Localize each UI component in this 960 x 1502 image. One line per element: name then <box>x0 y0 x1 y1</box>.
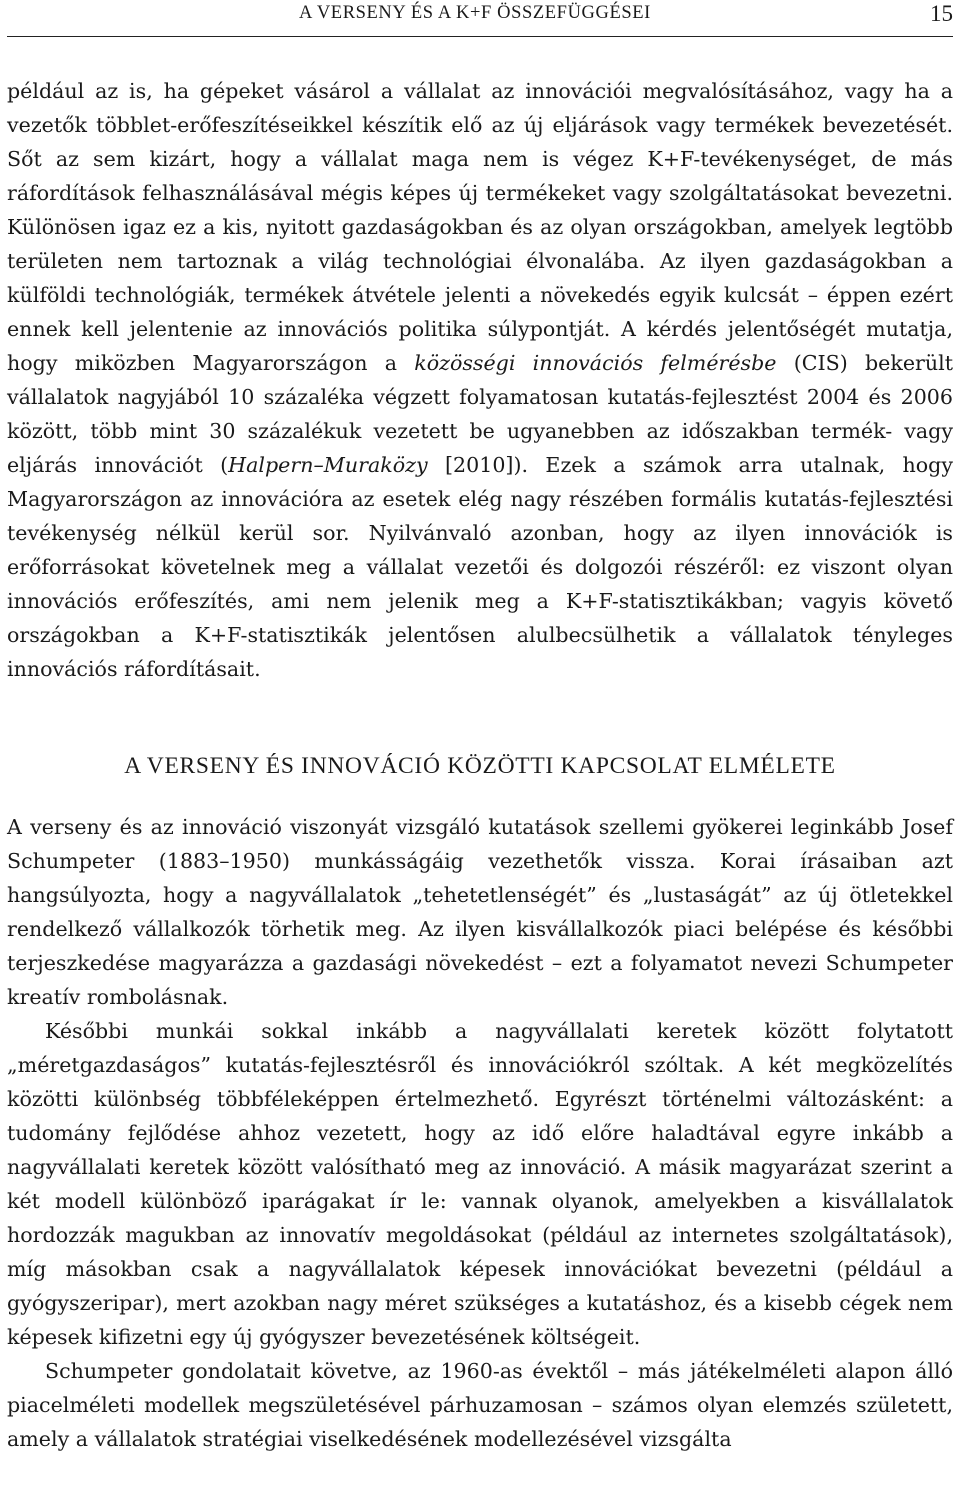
paragraph-1-italic-citation: Halpern–Muraközy <box>228 453 428 477</box>
body-paragraph-2: A verseny és az innováció viszonyát vizsgáló kutatások szellemi gyökerei leginkább Josef Schumpeter (1883–1950) munkásságáig vezethetők vissza. Korai írásaiban azt hangsúlyozta, hogy a nagyvállalatok „tehetetlenségét” és „lustaságát” az új ötletekkel rendelkező vállalkozók törhetik meg. Az ilyen kisvállalkozók piaci belépése és későbbi terjeszkedése magyarázza a gazdasági növekedést – ezt a folyamatot nevezi Schumpeter kreatív rombolásnak. <box>7 815 953 1009</box>
page-number: 15 <box>930 1 953 26</box>
paragraph-1-text-b: (CIS) bekerült vállalatok nagyjából 10 százaléka végzett folyamatosan kutatás-fejlesztést 2004 és 2006 között, több mint 30 százalékuk vezetett be ugyanebben az időszakban termék- vagy eljárás innovációt ( <box>7 351 954 477</box>
running-header <box>7 0 953 37</box>
book-page <box>7 0 953 1456</box>
paragraph-1-text-a: például az is, ha gépeket vásárol a vállalat az innovációi megvalósításához, vagy ha a vezetők többlet-erőfeszítéseikkel készítik elő az új eljárások vagy termékek bevezetését. Sőt az sem kizárt, hogy a vállalat maga nem is végez K+F-tevékenységet, de más ráfordítások felhasználásával mégis képes új termékeket vagy szolgáltatásokat bevezetni. Különösen igaz ez a kis, nyitott gazdaságokban és az olyan országokban, amelyek legtöbb területen nem tartoznak a világ technológiai élvonalába. Az ilyen gazdaságokban a külföldi technológiák, termékek átvétele jelenti a növekedés egyik kulcsát – éppen ezért ennek kell jelentenie az innovációs politika súlypontját. A kérdés jelentőségét mutatja, hogy miközben Magyarországon a <box>7 79 953 375</box>
paragraph-1-italic-cis: közösségi innovációs felmérésbe <box>414 351 777 375</box>
body-paragraph-3: Későbbi munkái sokkal inkább a nagyvállalati keretek között folytatott „méretgazdaságos” kutatás-fejlesztésről és innovációkról szóltak. A két megközelítés közötti különbség többféleképpen értelmezhető. Egyrészt történelmi változásként: a tudomány fejlődése ahhoz vezetett, hogy az idő előre haladtával egyre inkább a nagyvállalati keretek között valósítható meg az innováció. A másik magyarázat szerint a két modell különböző iparágakat ír le: vannak olyanok, amelyekben a kisvállalatok hordozzák magukban az innovatív megoldásokat (például az internetes szolgáltatások), míg másokban csak a nagyvállalatok képesek innovációkat bevezetni (például a gyógyszeripar), mert azokban nagy méret szükséges a kutatáshoz, és a kisebb cégek nem képesek kifizetni egy új gyógyszer bevezetésének költségeit. <box>7 1019 953 1349</box>
paragraph-1-text-c: [2010]). Ezek a számok arra utalnak, hogy Magyarországon az innovációra az esetek elég nagy részében formális kutatás-fejlesztési tevékenység nélkül kerül sor. Nyilvánvaló azonban, hogy az ilyen innovációk is erőforrásokat követelnek meg a vállalat vezetői és dolgozói részéről: ez viszont olyan innovációs erőfeszítés, ami nem jelenik meg a K+F-statisztikákban; vagyis követő országokban a K+F-statisztikák jelentősen alulbecsülhetik a vállalatok tényleges innovációs ráfordításait. <box>7 453 953 681</box>
section-heading: A VERSENY ÉS INNOVÁCIÓ KÖZÖTTI KAPCSOLAT ELMÉLETE <box>124 753 836 779</box>
body-paragraph-4: Schumpeter gondolatait követve, az 1960-as évektől – más játékelméleti alapon álló piacelméleti modellek megszületésével párhuzamosan – számos olyan elemzés született, amely a vállalatok stratégiai viselkedésének modellezésével vizsgálta <box>7 1359 953 1451</box>
body-paragraph-1 <box>7 74 953 686</box>
running-title: A VERSENY ÉS A K+F ÖSSZEFÜGGÉSEI <box>299 3 651 23</box>
